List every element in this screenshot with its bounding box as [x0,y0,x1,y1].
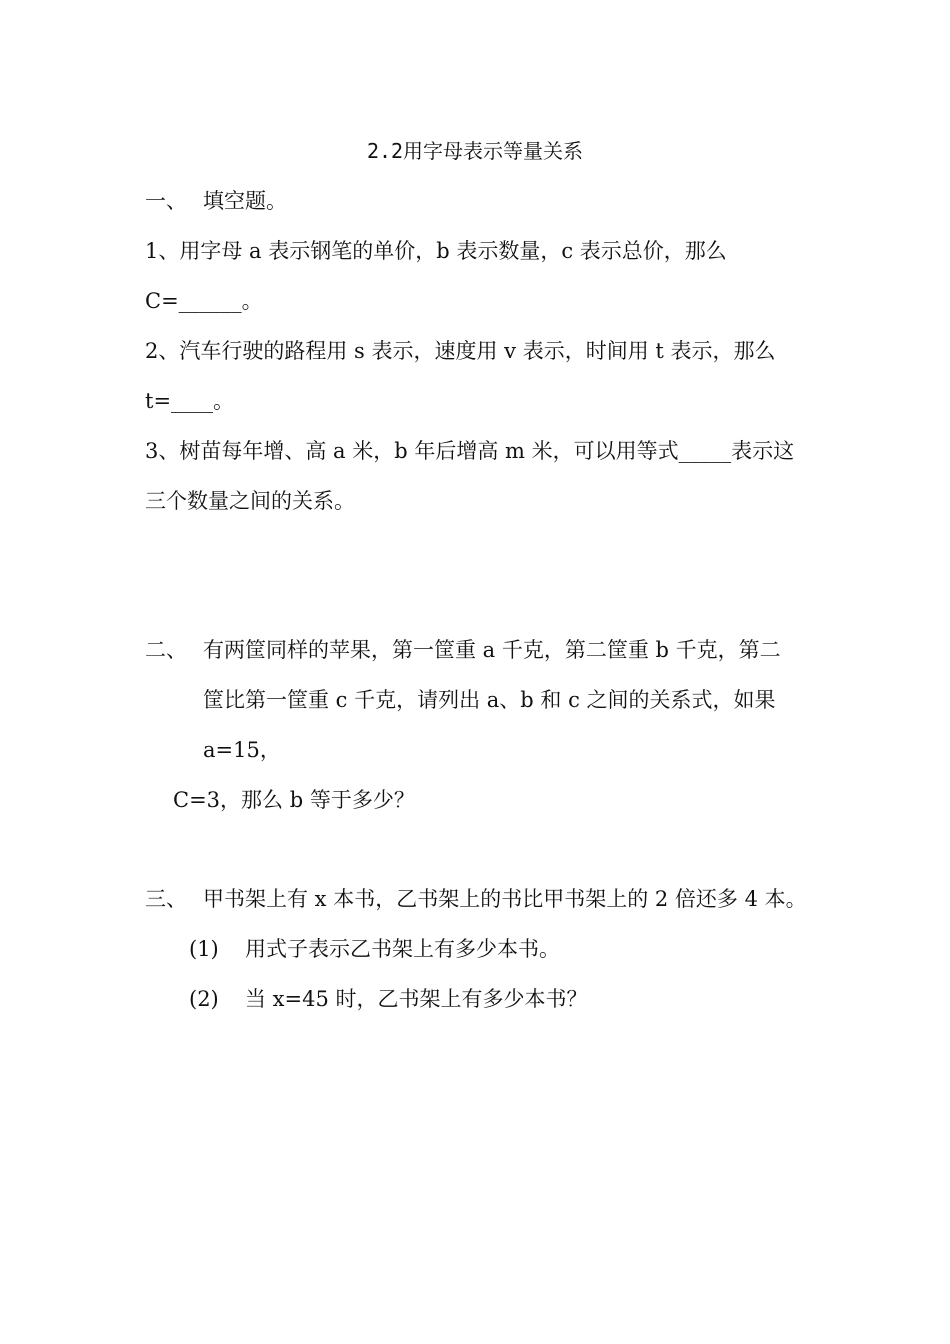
sub-2-text: 当 x=45 时，乙书架上有多少本书？ [245,987,588,1011]
section-2-line-2: 筐比第一筐重 c 千克，请列出 a、b 和 c 之间的关系式，如果 [203,688,776,712]
question-2-line-2: t=____。 [145,389,235,413]
question-2-line-1: 2、汽车行驶的路程用 s 表示，速度用 v 表示，时间用 t 表示，那么 [145,339,776,363]
section-3-line-1 [145,884,807,914]
sub-1-text: 用式子表示乙书架上有多少本书。 [245,937,560,961]
section-3-sub-2 [189,984,588,1014]
section-2-line-3: a=15， [203,738,281,762]
question-1-line-2: C=______。 [145,289,263,313]
question-3-line-2: 三个数量之间的关系。 [145,489,355,513]
section-3-number: 三、 [145,887,187,911]
section-2-text-1: 有两筐同样的苹果，第一筐重 a 千克，第二筐重 b 千克，第二 [203,638,781,662]
section-3-text-1: 甲书架上有 x 本书，乙书架上的书比甲书架上的 2 倍还多 4 本。 [203,887,807,911]
section-2-number: 二、 [145,638,187,662]
sub-2-label: (2) [189,987,219,1011]
question-1-line-1: 1、用字母 a 表示钢笔的单价，b 表示数量，c 表示总价，那么 [145,239,727,263]
section-2-line-1 [145,635,781,665]
sub-1-label: (1) [189,937,219,961]
question-3-line-1: 3、树苗每年增、高 a 米，b 年后增高 m 米，可以用等式_____表示这 [145,439,795,463]
section-1-title: 填空题。 [203,189,287,213]
section-1-number: 一、 [145,189,187,213]
page-title: 2.2用字母表示等量关系 [366,139,584,163]
section-2-line-4: C=3，那么 b 等于多少？ [173,788,415,812]
section-3-sub-1 [189,934,560,964]
section-1-heading [145,186,287,216]
